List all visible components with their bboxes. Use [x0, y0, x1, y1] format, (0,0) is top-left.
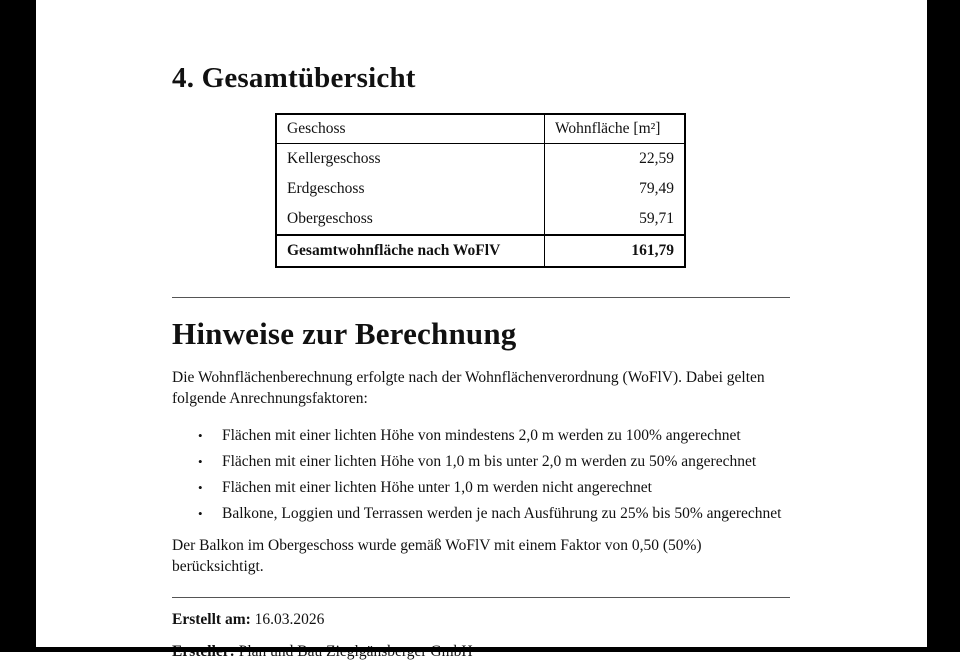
factor-list: [172, 425, 796, 524]
table-row: [276, 204, 685, 235]
list-item-text: Balkone, Loggien und Terrassen werden je nach Ausführung zu 25% bis 50% angerechnet: [222, 505, 782, 522]
created-at-line: [172, 611, 324, 629]
total-value: 161,79: [545, 235, 685, 267]
row-label: Obergeschoss: [287, 210, 373, 227]
creator-line: [172, 643, 473, 661]
horizontal-rule: [172, 297, 790, 298]
section-title: 4. Gesamtübersicht: [172, 62, 416, 94]
horizontal-rule: [172, 597, 790, 598]
column-header-geschoss: Geschoss: [276, 114, 545, 144]
row-label: Kellergeschoss: [287, 150, 381, 167]
letterbox-right: [927, 0, 960, 652]
list-item-text: Flächen mit einer lichten Höhe unter 1,0 m werden nicht angerechnet: [222, 479, 652, 496]
notes-intro: Die Wohnflächenberechnung erfolgte nach der Wohnflächenverordnung (WoFlV). Dabei gelten folgende Anrechnungsfaktoren:: [172, 369, 765, 407]
notes-title: Hinweise zur Berechnung: [172, 316, 517, 351]
table-total-row: [276, 235, 685, 267]
row-label: Erdgeschoss: [287, 180, 365, 197]
row-value: 59,71: [545, 204, 685, 235]
bullet-icon: •: [198, 480, 203, 495]
row-value: 79,49: [545, 174, 685, 204]
bullet-icon: •: [198, 428, 203, 443]
row-value: 22,59: [545, 144, 685, 175]
table-row: [276, 174, 685, 204]
column-header-wohnflaeche: Wohnfläche [m²]: [545, 114, 685, 144]
living-area-table: [275, 113, 686, 268]
balkon-note: Der Balkon im Obergeschoss wurde gemäß WoFlV mit einem Faktor von 0,50 (50%) berücksichtigt.: [172, 537, 702, 575]
table-row: [276, 144, 685, 175]
list-item: [172, 425, 796, 446]
table-header-row: [276, 114, 685, 144]
bullet-icon: •: [198, 506, 203, 521]
letterbox-bottom: [0, 647, 960, 652]
list-item-text: Flächen mit einer lichten Höhe von mindestens 2,0 m werden zu 100% angerechnet: [222, 427, 741, 444]
list-item-text: Flächen mit einer lichten Höhe von 1,0 m bis unter 2,0 m werden zu 50% angerechnet: [222, 453, 757, 470]
list-item: [172, 503, 796, 524]
bullet-icon: •: [198, 454, 203, 469]
created-at-value: 16.03.2026: [250, 611, 325, 628]
notes-body: [172, 367, 796, 577]
created-at-label: Erstellt am:: [172, 611, 251, 628]
total-label: Gesamtwohnfläche nach WoFlV: [276, 235, 545, 267]
list-item: [172, 477, 796, 498]
letterbox-left: [0, 0, 36, 652]
list-item: [172, 451, 796, 472]
